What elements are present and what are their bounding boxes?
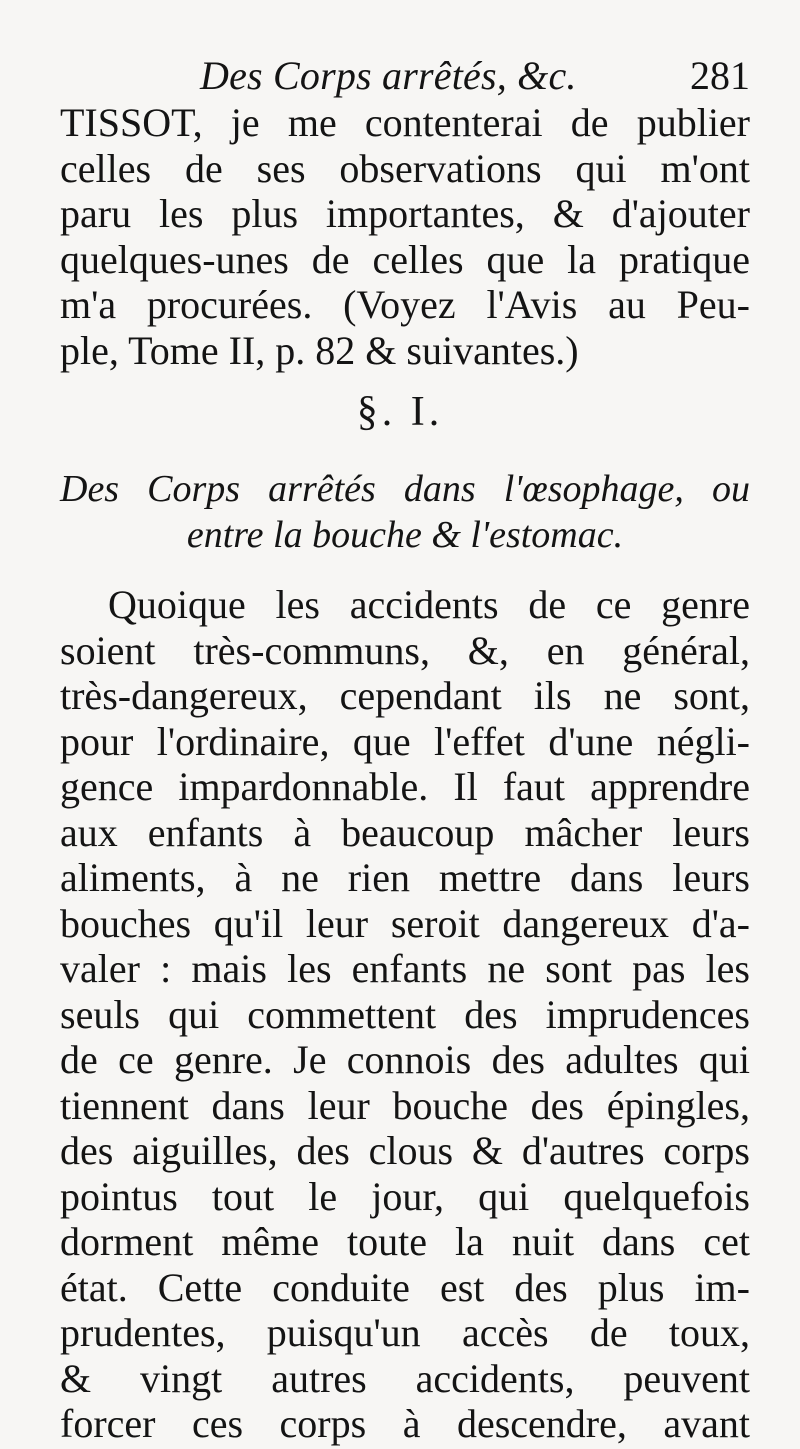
- text-line: très-dangereux, cependant ils ne sont,: [60, 673, 750, 718]
- page-number: 281: [690, 53, 750, 98]
- text-line: des aiguilles, des clous & d'autres corps: [60, 1128, 750, 1173]
- text-line: celles de ses observations qui m'ont: [60, 145, 750, 191]
- section-number: §. I.: [356, 389, 444, 435]
- text-line: Quoique les accidents de ce genre: [108, 582, 750, 627]
- text-line: forcer ces corps à descendre, avant: [60, 1401, 750, 1446]
- text-line: aux enfants à beaucoup mâcher leurs: [60, 809, 750, 855]
- intro-paragraph: [60, 100, 750, 373]
- heading-line: entre la bouche & l'estomac.: [186, 514, 624, 556]
- text-line: de ce genre. Je connois des adultes qui: [60, 1037, 750, 1082]
- page-header: [60, 52, 750, 102]
- text-line: prudentes, puisqu'un accès de toux,: [60, 1310, 750, 1355]
- text-line: TISSOT, je me contenterai de publier: [60, 100, 750, 145]
- text-line: gence impardonnable. Il faut apprendre: [60, 764, 750, 809]
- text-line: pointus tout le jour, qui quelquefois: [60, 1173, 750, 1219]
- text-line: dorment même toute la nuit dans cet: [60, 1219, 750, 1264]
- running-title: Des Corps arrêtés, &c.: [200, 53, 577, 98]
- text-line: état. Cette conduite est des plus im-: [60, 1264, 750, 1310]
- text-line: seuls qui commettent des imprudences: [60, 991, 750, 1037]
- main-paragraph: [60, 582, 750, 1447]
- text-line: & vingt autres accidents, peuvent: [60, 1355, 750, 1401]
- text-line: ple, Tome II, p. 82 & suivantes.): [60, 327, 579, 373]
- heading-line: Des Corps arrêtés dans l'œsophage, ou: [60, 468, 750, 510]
- section-heading: [60, 466, 750, 558]
- text-line: bouches qu'il leur seroit dangereux d'a-: [60, 900, 750, 946]
- text-line: paru les plus importantes, & d'ajouter: [60, 191, 750, 236]
- text-line: valer : mais les enfants ne sont pas les: [60, 946, 750, 991]
- text-line: m'a procurées. (Voyez l'Avis au Peu-: [60, 282, 750, 327]
- text-line: pour l'ordinaire, que l'effet d'une négli-: [60, 718, 750, 764]
- text-line: tiennent dans leur bouche des épingles,: [60, 1082, 750, 1128]
- text-line: quelques-unes de celles que la pratique: [60, 236, 750, 282]
- text-line: soient très-communs, &, en général,: [60, 627, 750, 673]
- text-line: aliments, à ne rien mettre dans leurs: [60, 855, 750, 900]
